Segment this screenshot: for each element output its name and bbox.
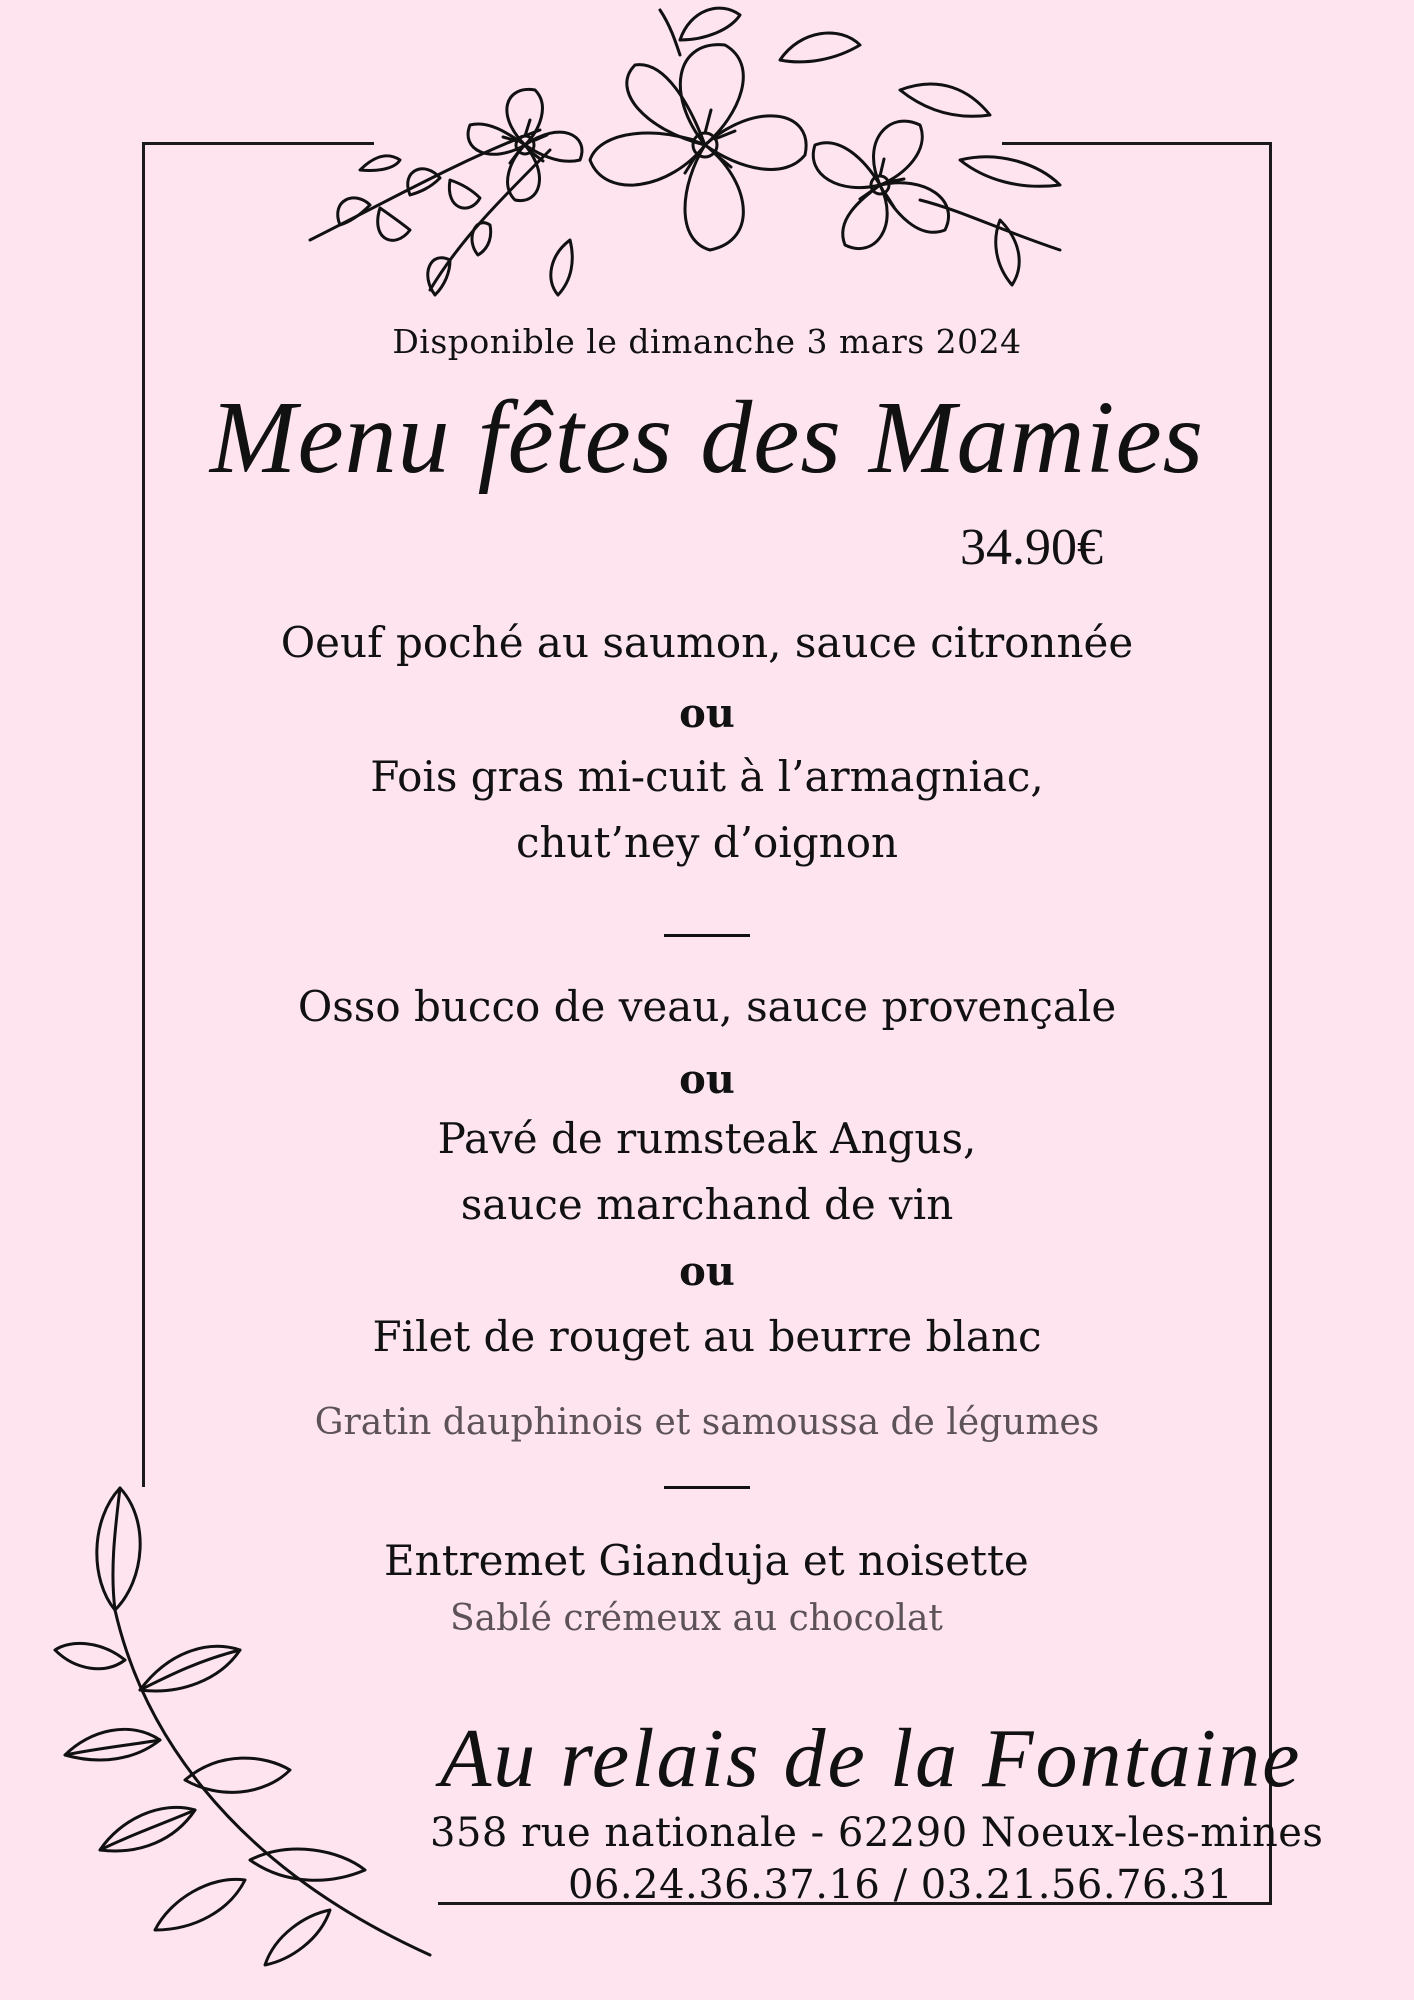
section-divider — [664, 1486, 750, 1489]
menu-price: 34.90€ — [960, 519, 1103, 576]
restaurant-name: Au relais de la Fontaine — [440, 1712, 1302, 1805]
starter-option-2-line-1: Fois gras mi-cuit à l’armagniac, — [370, 752, 1044, 801]
starter-option-1: Oeuf poché au saumon, sauce citronnée — [280, 618, 1134, 667]
dessert-name: Entremet Gianduja et noisette — [384, 1536, 1029, 1585]
flower-bouquet-icon — [300, 0, 1100, 320]
or-separator: ou — [679, 690, 735, 737]
main-option-2-line-1: Pavé de rumsteak Angus, — [437, 1114, 977, 1163]
section-divider — [664, 934, 750, 937]
availability-date: Disponible le dimanche 3 mars 2024 — [392, 322, 1022, 361]
restaurant-phones: 06.24.36.37.16 / 03.21.56.76.31 — [568, 1862, 1234, 1908]
main-option-1: Osso bucco de veau, sauce provençale — [297, 982, 1117, 1031]
or-separator: ou — [679, 1056, 735, 1103]
page-title: Menu fêtes des Mamies — [209, 380, 1205, 495]
restaurant-address: 358 rue nationale - 62290 Noeux-les-mines — [430, 1810, 1324, 1856]
main-sides: Gratin dauphinois et samoussa de légumes — [314, 1402, 1100, 1443]
main-option-3: Filet de rouget au beurre blanc — [372, 1312, 1042, 1361]
starter-option-2-line-2: chut’ney d’oignon — [515, 818, 899, 867]
main-option-2-line-2: sauce marchand de vin — [460, 1180, 954, 1229]
or-separator: ou — [679, 1248, 735, 1295]
dessert-detail: Sablé crémeux au chocolat — [450, 1598, 943, 1639]
leafy-branch-icon — [20, 1480, 440, 1990]
